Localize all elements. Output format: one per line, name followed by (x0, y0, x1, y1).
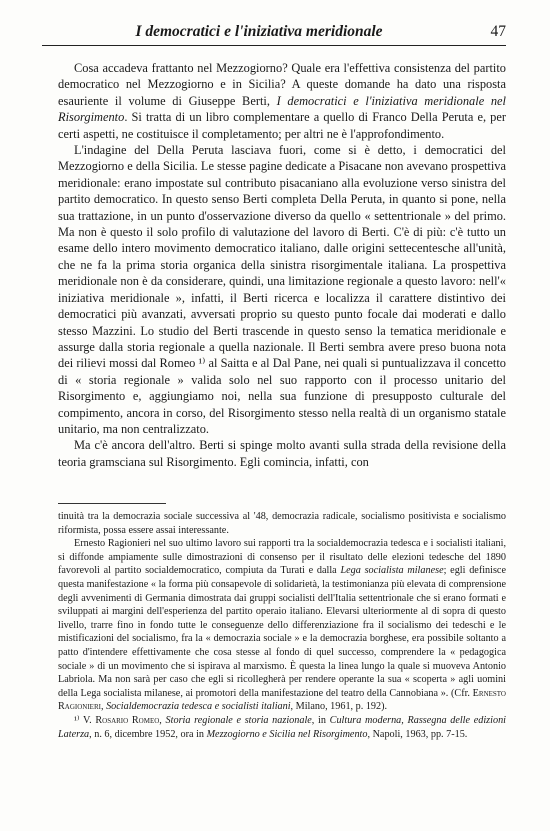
text-run: , Napoli, 1963, pp. 7-15. (367, 728, 468, 740)
body-paragraph (58, 60, 506, 142)
text-run: ¹⁾ V. (74, 714, 96, 726)
text-run: , in (311, 714, 330, 726)
running-title: I democratici e l'iniziativa meridionale (135, 23, 383, 40)
text-run: , (159, 714, 166, 726)
running-header (42, 21, 506, 46)
italic-run: Lega socialista milanese (340, 565, 444, 577)
italic-run: Storia regionale e storia nazionale (165, 714, 312, 726)
text-run: , Milano, 1961, p. 192). (290, 701, 388, 713)
text-run: ; egli definisce questa manifestazione « la forma più consapevole di solidarietà, la testimonianza più elevata di comprensione degli avvenimenti di Germania dimostrata dai gruppi socialisti dell'Italia settentrionale che si erano formati e sviluppati ai margini dell'esperienza del partito operaio italiano. Elevarsi ulteriormente al di sopra di questo livello, trarre fino in fondo tutte le conseguenze dello differenziazione fra il socialismo dei tedeschi e le mistificazioni del socialismo, fra la « democrazia sociale » e la democrazia borghese, era possibile soltanto a patto d'intendere effettivamente che cosa stesse al fondo di quel successo, comprendere la « pedagogica sociale » di un movimento che si ispirava al marxismo. È questa la linea lungo la quale si muoveva Antonio Labriola. Ma non sarà per caso che egli si ricollegherà per rendere operante la sua « scoperta » agli uomini della Lega socialista milanese, ai promotori della manifestazione del teatro della Cannobiana ». (Cfr. (58, 565, 506, 699)
footnote (58, 714, 506, 741)
body-text (58, 60, 506, 470)
body-paragraph (58, 142, 506, 437)
italic-run: Mezzogiorno e Sicilia nel Risorgimento (206, 728, 368, 740)
author-name: Ernesto Ragionieri (58, 687, 506, 713)
note-paragraph (58, 510, 506, 537)
text-run: . Si tratta di un libro complementare a quello di Franco Della Peruta e, per certi aspetti, ne costituisce il completamento; per altri ne è l'approfondimento. (58, 110, 506, 141)
note-paragraph (58, 537, 506, 714)
footnote-rule (58, 503, 166, 504)
text-run: Ma c'è ancora dell'altro. Berti si spinge molto avanti sulla strada della revisione della teoria gramsciana sul Risorgimento. Egli comincia, infatti, con (58, 438, 506, 469)
italic-run: Cultura moderna, Rassegna delle edizioni Laterza (58, 714, 506, 740)
text-run: L'indagine del Della Peruta lasciava fuori, come si è detto, i democratici del Mezzogiorno e della Sicilia. Le stesse pagine dedicate a Pisacane non avevano prospettiva meridionale: erano impostate sul contributo pisacaniano alla evoluzione verso sinistra del partito democratico. In questo senso Berti completa Della Peruta, in quanto si pone, nella sua trattazione, in un punto d'osservazione diverso da quello « settentrionale » del primo. Ma non è questo il solo profilo di valutazione del lavoro di Berti. C'è di più: c'è tutto un esame dello intero movimento democratico italiano, dalle origini settecentesche all'unità, che ne fa la prima storia organica della sinistra risorgimentale italiana. La prospettiva meridionale non è da considerare, quindi, una limitazione regionale a questo lavoro: nell'« iniziativa meridionale », infatti, il Berti ricerca e localizza il carattere distintivo dei democratici più avanzati, avversati proprio su questo punto focale dai moderati e dallo stesso Mazzini. Lo studio del Berti trascende in questo senso la tematica meridionale e assurge dalla storia regionale a quella nazionale. Il Berti sembra avere preso buona nota dei rilievi mossi dal Romeo ¹⁾ al Saitta e al Dal Pane, nei quali si puntualizzava il concetto di « storia regionale » valida solo nel suo rapporto con il processo unitario del Risorgimento e, aggiungiamo noi, nella sua funzione di presupposto culturale del compimento, ancora in corso, del Risorgimento stesso nella realtà di un organismo statale unitario, ma non centralizzato. (58, 143, 506, 436)
text-run: Ernesto Ragionieri nel suo ultimo lavoro sui rapporti tra la socialdemocrazia tedesca e i socialisti italiani, si diffonde ampiamente sulle dimostrazioni di consenso per il risultato delle elezioni tedesche del 1890 favorevoli al partito socialdemocratico, compiuta da Turati e dalla (58, 538, 506, 577)
text-run: Cosa accadeva frattanto nel Mezzogiorno? Quale era l'effettiva consistenza del partito democratico nel Mezzogiorno e in Sicilia? A queste domande ha dato una risposta esauriente il volume di Giuseppe Berti, (58, 61, 506, 108)
footnotes (58, 510, 506, 741)
text-run: , (100, 701, 107, 713)
text-run: , n. 6, dicembre 1952, ora in (89, 728, 207, 740)
italic-run: Socialdemocrazia tedesca e socialisti italiani (106, 701, 291, 713)
body-paragraph (58, 437, 506, 470)
italic-run: I democratici e l'iniziativa meridionale nel Risorgimento (58, 93, 506, 125)
text-run: tinuità tra la democrazia sociale successiva al '48, democrazia radicale, socialismo positivista e socialismo riformista, possa essere assai interessante. (58, 511, 506, 536)
author-name: Rosario Romeo (95, 714, 160, 726)
page-number: 47 (490, 23, 506, 40)
